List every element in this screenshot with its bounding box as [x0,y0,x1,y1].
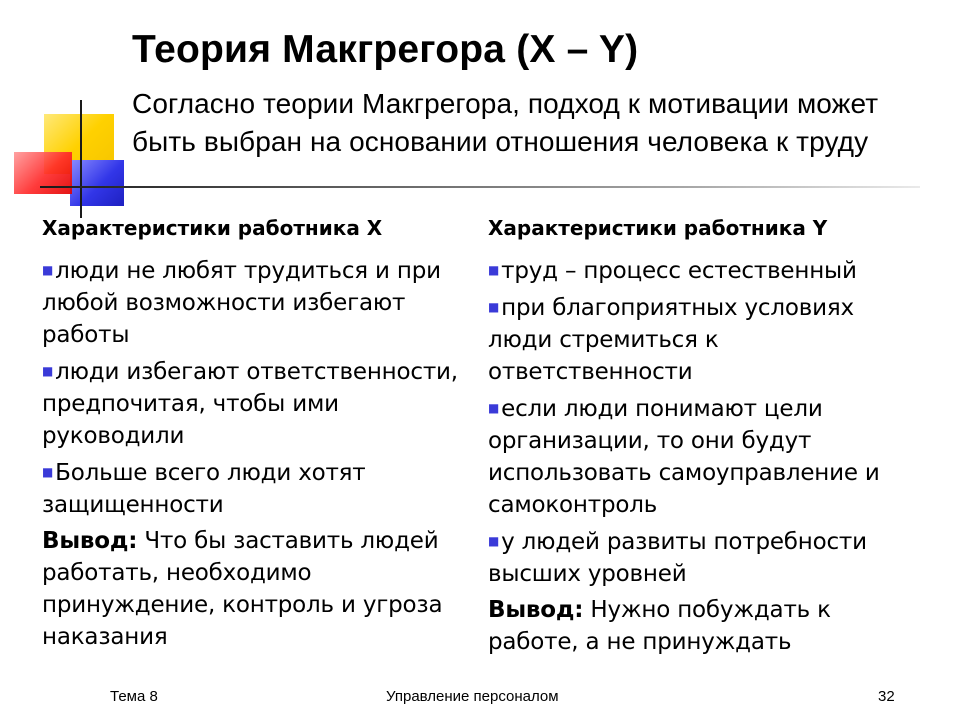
bullet-square-icon: ■ [488,401,500,415]
bullet-square-icon: ■ [488,300,500,314]
footer-course-title: Управление персоналом [386,688,559,705]
bullet-square-icon: ■ [488,263,500,277]
right-column [488,214,918,658]
bullet-text: Больше всего люди хотят защищенности [42,460,366,518]
conclusion-text: Что бы заставить людей работать, необходимо принуждение, контроль и угроза наказания [42,528,443,650]
decorative-vertical-line [80,100,82,218]
right-column-heading: Характеристики работника Y [488,216,828,240]
bullet-text: люди не любят трудиться и при любой возможности избегают работы [42,258,441,348]
left-column [42,214,470,653]
list-item [42,254,470,351]
slide-title: Теория Макгрегора (X – Y) [132,28,639,71]
bullet-square-icon: ■ [42,465,54,479]
bullet-square-icon: ■ [42,263,54,277]
bullet-text: люди избегают ответственности, предпочитая, чтобы ими руководили [42,359,458,449]
bullet-text: при благоприятных условиях люди стремиться к ответственности [488,295,854,385]
decorative-horizontal-line [40,186,920,188]
conclusion-label: Вывод: [488,597,584,623]
right-conclusion [488,594,918,658]
bullet-text: у людей развиты потребности высших уровней [488,529,867,587]
left-column-heading: Характеристики работника Х [42,216,383,240]
bullet-text: если люди понимают цели организации, то они будут использовать самоуправление и самоконтроль [488,396,880,518]
list-item [42,355,470,452]
footer-topic: Тема 8 [110,688,158,705]
left-bullet-list [42,254,470,521]
decorative-blue-square [70,160,124,206]
bullet-text: труд – процесс естественный [501,258,857,284]
slide-number: 32 [878,688,895,705]
right-bullet-list [488,254,918,590]
conclusion-label: Вывод: [42,528,138,554]
list-item [488,392,918,521]
left-conclusion [42,525,470,653]
conclusion-text: Нужно побуждать к работе, а не принуждать [488,597,831,655]
list-item [488,254,918,287]
list-item [488,291,918,388]
bullet-square-icon: ■ [42,364,54,378]
list-item [488,525,918,590]
list-item [42,456,470,521]
slide-subtitle: Согласно теории Макгрегора, подход к мотивации может быть выбран на основании отношения человека к труду [132,88,879,157]
bullet-square-icon: ■ [488,534,500,548]
